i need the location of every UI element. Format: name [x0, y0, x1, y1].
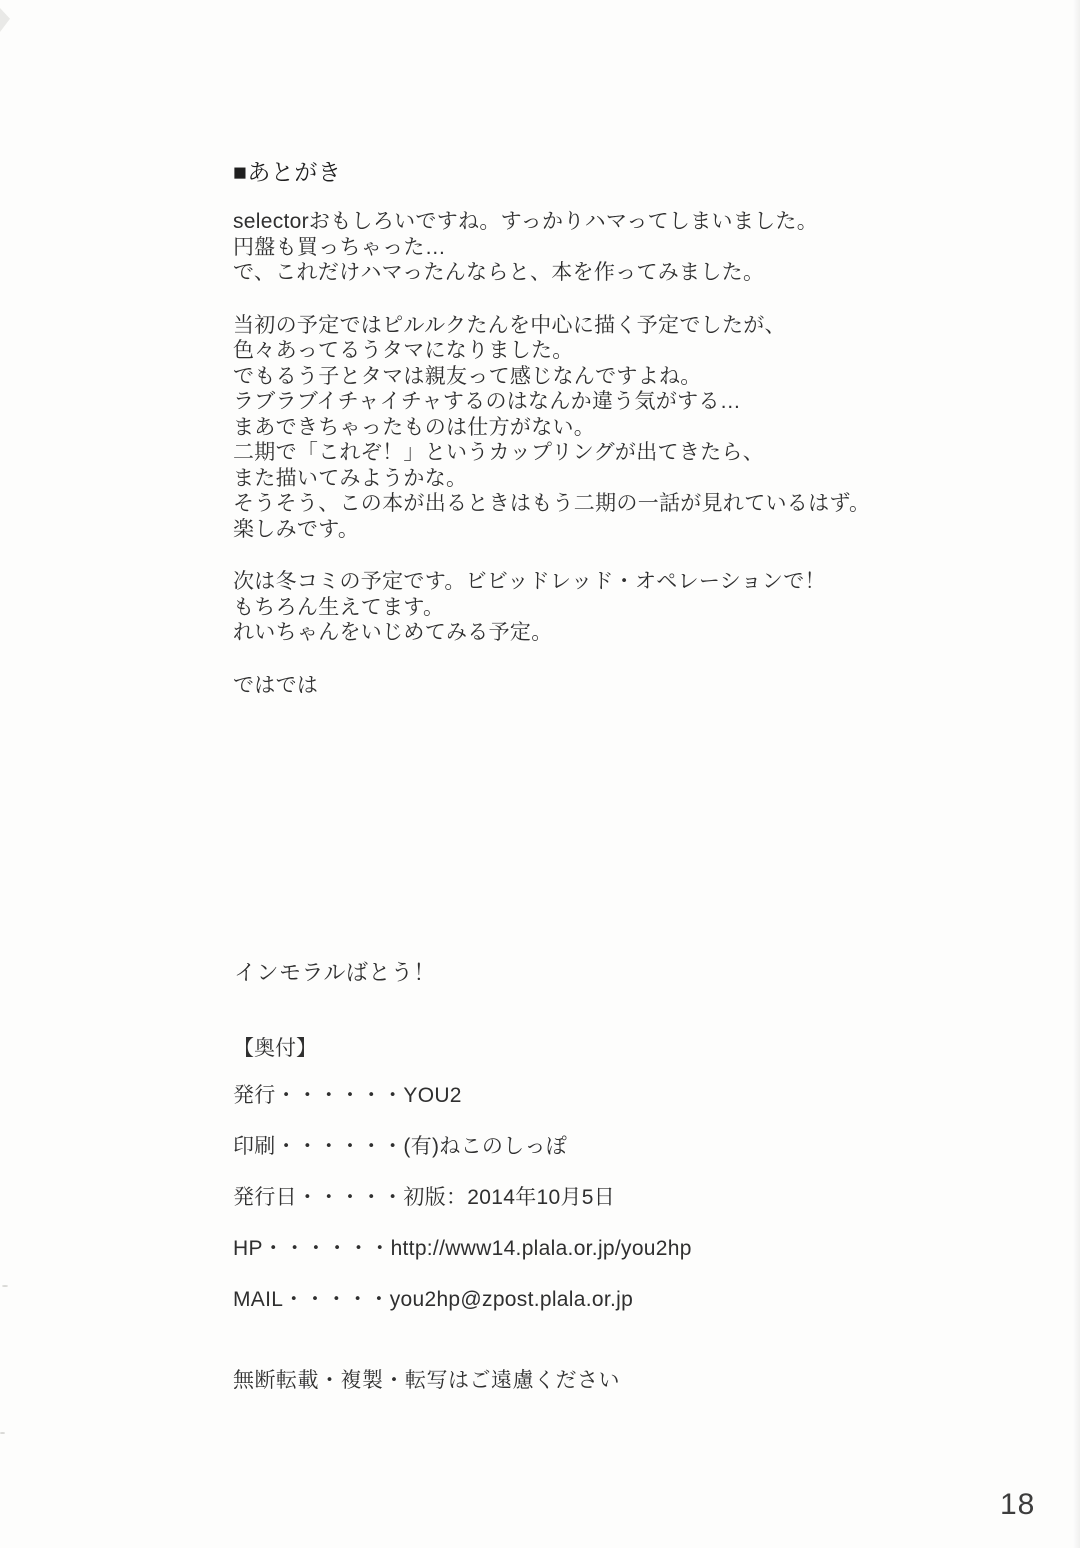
text-line: で、これだけハマったんならと、本を作ってみました。 — [233, 261, 765, 284]
colophon-entry-mail: MAIL・・・・・you2hp@zpost.plala.or.jp — [233, 1288, 634, 1311]
colophon-entry-publish-date: 発行日・・・・・初版：2014年10月5日 — [233, 1186, 616, 1209]
afterword-paragraph-3 — [233, 569, 870, 646]
colophon-entries — [233, 1085, 692, 1340]
text-line: でもるう子とタマは親友って感じなんですよね。 — [233, 364, 702, 388]
text-line: そうそう、この本が出るときはもう二期の一話が見れているはず。 — [233, 492, 871, 515]
text-line: まあできちゃったものは仕方がない。 — [233, 415, 596, 439]
text-line: 楽しみです。 — [233, 517, 360, 541]
book-title: インモラルばとう！ — [234, 960, 436, 985]
text-line: 二期で「これぞ！」というカップリングが出てきたら、 — [233, 441, 765, 464]
colophon-entry-publisher: 発行・・・・・・YOU2 — [233, 1084, 462, 1107]
scan-artifact-edge — [1073, 0, 1080, 1548]
scan-artifact-speck — [2, 1285, 8, 1287]
text-line: ラブラブイチャイチャするのはなんか違う気がする… — [233, 390, 742, 413]
text-line: もちろん生えてます。 — [233, 595, 445, 619]
afterword-paragraph-2 — [233, 313, 870, 543]
afterword-body — [233, 209, 870, 698]
scan-artifact-corner — [0, 8, 10, 32]
text-line: また描いてみようかな。 — [233, 466, 468, 490]
text-line: 色々あってるうタマになりました。 — [233, 339, 574, 362]
afterword-paragraph-1 — [233, 209, 870, 286]
colophon-heading: 【奥付】 — [233, 1037, 317, 1060]
colophon-entry-homepage: HP・・・・・・http://www14.plala.or.jp/you2hp — [233, 1237, 692, 1260]
text-line: 円盤も買っちゃった… — [233, 235, 446, 259]
afterword-heading: ■あとがき — [233, 159, 342, 185]
page-number: 18 — [1000, 1488, 1036, 1521]
text-line: 当初の予定ではピルルクたんを中心に描く予定でしたが、 — [233, 313, 786, 337]
text-line: 次は冬コミの予定です。ビビッドレッド・オペレーションで！ — [233, 570, 826, 593]
copyright-notice: 無断転載・複製・転写はご遠慮ください — [233, 1369, 620, 1392]
afterword-closing: ではでは — [233, 673, 319, 697]
scan-artifact-speck — [0, 1432, 5, 1434]
colophon-entry-printer: 印刷・・・・・・(有)ねこのしっぽ — [233, 1135, 568, 1158]
text-line: れいちゃんをいじめてみる予定。 — [233, 621, 553, 644]
text-line: selectorおもしろいですね。すっかりハマってしまいました。 — [233, 210, 819, 233]
